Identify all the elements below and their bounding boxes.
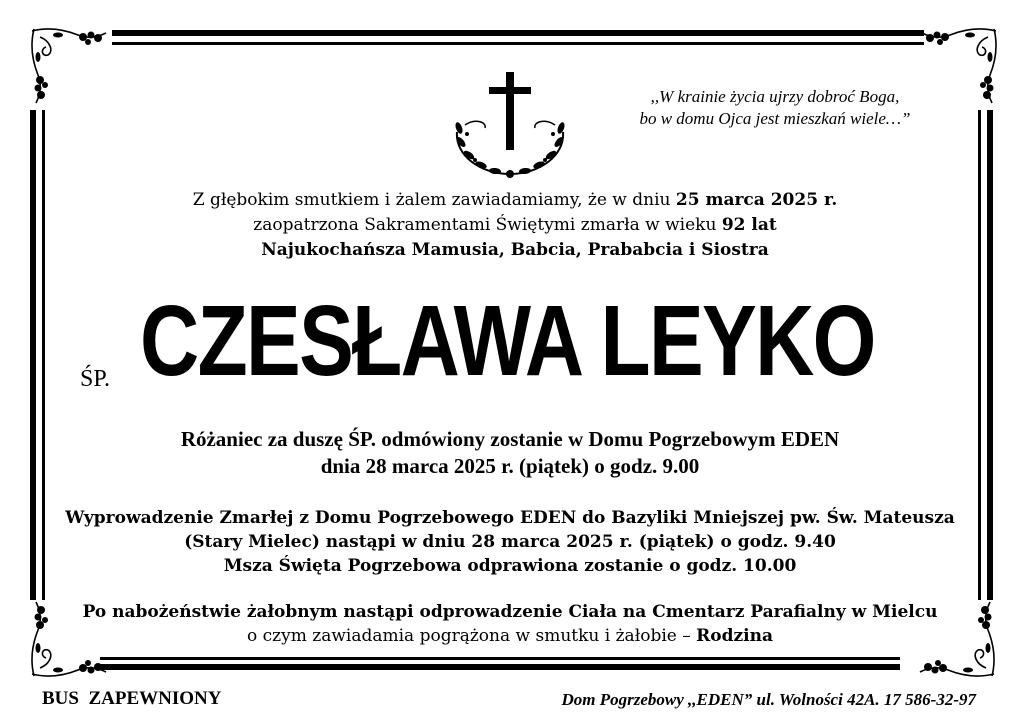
procession-info [50,506,970,578]
procession-line: Msza Święta Pogrzebowa odprawiona zostanie o godz. 10.00 [223,556,797,576]
frame-left-outer [30,110,36,600]
funeral-home-contact: Dom Pogrzebowy ,,EDEN” ul. Wolności 42A. 17 586-32-97 [561,690,976,709]
cross-icon [489,72,531,150]
age: 92 lat [721,215,777,235]
bible-quote [600,86,950,130]
cross-emblem [445,70,575,180]
rosary-line: dnia 28 marca 2025 r. (piątek) o godz. 9.00 [320,454,700,478]
burial-line: Po nabożeństwie żałobnym nastąpi odprowadzenie Ciała na Cmentarz Parafialny w Mielcu [82,602,938,622]
procession-line: (Stary Mielec) nastąpi w dniu 28 marca 2025 r. (piątek) o godz. 9.40 [184,532,836,552]
frame-top-outer [112,30,924,36]
name-prefix: ŚP. [80,366,111,392]
bus-notice: BUS ZAPEWNIONY [42,688,222,709]
announcement-intro [130,188,900,263]
family-relations: Najukochańsza Mamusia, Babcia, Prababcia i Siostra [261,240,769,260]
frame-top-inner [112,42,924,45]
quote-line: ,,W krainie życia ujrzy dobroć Boga, [650,87,900,106]
death-date: 25 marca 2025 r. [675,190,838,210]
quote-line: bo w domu Ojca jest mieszkań wiele…” [639,109,911,128]
family-signature: Rodzina [696,626,773,646]
closing-text: o czym zawiadamia pogrążona w smutku i żałobie – [247,626,697,646]
frame-right-inner [978,110,981,600]
intro-text: zaopatrzona Sakramentami Świętymi zmarła w wieku [253,215,722,235]
deceased-name: CZESŁAWA LEYKO [140,285,875,397]
intro-text: Z głębokim smutkiem i żalem zawiadamiamy, że w dniu [192,190,676,210]
rosary-info [100,426,920,480]
frame-left-inner [42,110,45,600]
frame-right-outer [987,110,993,600]
rosary-line: Różaniec za duszę ŚP. odmówiony zostanie w Domu Pogrzebowym EDEN [180,427,840,451]
frame-bottom-inner [100,657,900,660]
frame-bottom-outer [100,664,900,670]
procession-line: Wyprowadzenie Zmarłej z Domu Pogrzebowego EDEN do Bazyliki Mniejszej pw. Św. Mateusza [65,508,955,528]
burial-info [60,600,960,648]
floral-corner-icon [28,25,108,105]
